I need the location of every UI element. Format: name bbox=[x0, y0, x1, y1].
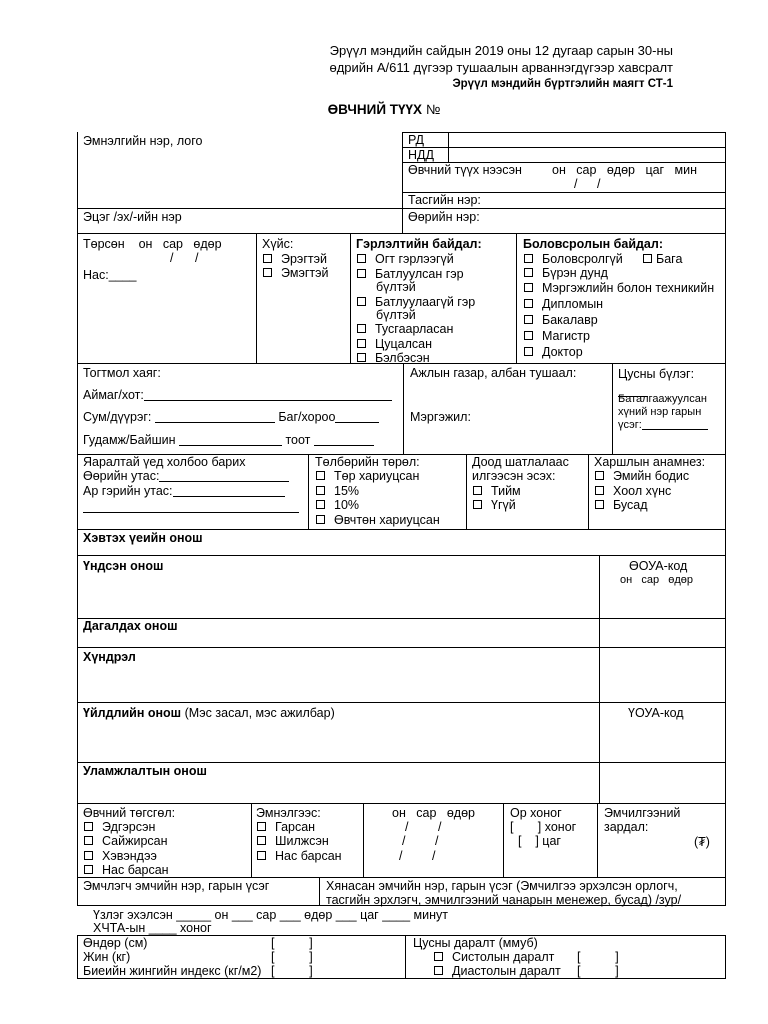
checkbox-icon bbox=[316, 486, 325, 495]
discharge-date-slashes-1: / / bbox=[405, 820, 442, 834]
referral-option-no[interactable]: Үгүй bbox=[473, 498, 516, 513]
own-phone-field[interactable]: Өөрийн утас: bbox=[83, 469, 289, 484]
education-option-vocational[interactable]: Мэргэжлийн болон техникийн bbox=[524, 281, 714, 296]
height-field[interactable]: [ ] bbox=[271, 936, 313, 950]
history-opened-date[interactable]: он сар өдөр цаг мин bbox=[552, 163, 698, 177]
bed-hours-field[interactable]: [ ] цаг bbox=[518, 834, 561, 848]
outcome-option-improved[interactable]: Сайжирсан bbox=[84, 834, 168, 849]
allergy-label: Харшлын анамнез: bbox=[594, 455, 706, 469]
checkbox-icon bbox=[84, 836, 93, 845]
systolic-label[interactable]: Систолын даралт bbox=[434, 950, 554, 965]
rd-field[interactable] bbox=[449, 133, 725, 147]
work-label: Ажлын газар, албан тушаал: bbox=[410, 366, 577, 380]
header-line-2: өдрийн А/611 дүгээр тушаалын арваннэгдүгээр хавсралт bbox=[329, 60, 673, 75]
ndd-field[interactable] bbox=[449, 148, 725, 162]
checkbox-icon bbox=[84, 822, 93, 831]
checkbox-icon bbox=[524, 315, 533, 324]
checkbox-icon bbox=[357, 269, 366, 278]
checkbox-icon bbox=[643, 254, 652, 263]
ndd-label: НДД bbox=[408, 148, 434, 162]
checkbox-icon bbox=[263, 268, 272, 277]
icd-date-parts: он сар өдөр bbox=[620, 574, 694, 586]
reviewer-signature-label-2: тасгийн эрхлэгч, эмчилгээний чанарын менежер, бусад) /зур/ bbox=[326, 893, 682, 907]
marital-option-registered-cont: бүлтэй bbox=[376, 280, 416, 294]
discharge-date-slashes-3: / / bbox=[399, 849, 436, 863]
checkbox-icon bbox=[595, 471, 604, 480]
age-field[interactable]: Нас:____ bbox=[83, 268, 137, 282]
icd-code-label: ӨОУА-код bbox=[629, 559, 688, 573]
marital-option-never[interactable]: Огт гэрлээгүй bbox=[357, 252, 454, 267]
rd-label: РД bbox=[408, 133, 424, 147]
education-option-diploma[interactable]: Дипломын bbox=[524, 297, 603, 312]
education-option-primary[interactable]: Бага bbox=[643, 252, 682, 267]
reviewer-signature-label-1: Хянасан эмчийн нэр, гарын үсэг (Эмчилгээ эрхэлсэн орлогч, bbox=[326, 879, 678, 893]
checkbox-icon bbox=[316, 515, 325, 524]
treatment-cost-label-2: зардал: bbox=[604, 820, 649, 834]
payment-option-state[interactable]: Төр хариуцсан bbox=[316, 469, 419, 484]
discharge-label: Эмнэлгээс: bbox=[256, 806, 321, 820]
father-name-label: Эцэг /эх/-ийн нэр bbox=[83, 210, 182, 224]
payment-option-10[interactable]: 10% bbox=[316, 498, 359, 513]
main-diagnosis-label: Үндсэн онош bbox=[83, 559, 164, 573]
birth-date-label[interactable]: Төрсөн он сар өдөр bbox=[83, 237, 222, 251]
blood-verify-line-2: хүний нэр гарын bbox=[618, 406, 702, 418]
checkbox-icon bbox=[357, 324, 366, 333]
referral-option-yes[interactable]: Тийм bbox=[473, 484, 521, 499]
allergy-option-food[interactable]: Хоол хүнс bbox=[595, 484, 671, 499]
ward-label: Тасгийн нэр: bbox=[408, 193, 481, 207]
education-option-bachelor[interactable]: Бакалавр bbox=[524, 313, 598, 328]
systolic-field[interactable]: [ ] bbox=[577, 950, 619, 964]
marital-option-unregistered-cont: бүлтэй bbox=[376, 308, 416, 322]
checkbox-icon bbox=[524, 299, 533, 308]
checkbox-icon bbox=[524, 254, 533, 263]
marital-option-widowed[interactable]: Бэлбэсэн bbox=[357, 351, 430, 366]
hospital-name-label: Эмнэлгийн нэр, лого bbox=[83, 134, 203, 148]
checkbox-icon bbox=[263, 254, 272, 263]
discharge-date-slashes-2: / / bbox=[402, 834, 439, 848]
hcta-days-field[interactable]: ХЧТА-ын ____ хоног bbox=[93, 921, 212, 935]
payment-type-label: Төлбөрийн төрөл: bbox=[315, 455, 420, 469]
admission-diagnosis-label: Хэвтэх үеийн онош bbox=[83, 531, 203, 545]
education-option-secondary[interactable]: Бүрэн дунд bbox=[524, 266, 608, 281]
diastolic-field[interactable]: [ ] bbox=[577, 964, 619, 978]
discharge-option-left[interactable]: Гарсан bbox=[257, 820, 315, 835]
gender-option-female[interactable]: Эмэгтэй bbox=[263, 266, 328, 281]
birth-date-slashes: / / bbox=[170, 251, 199, 265]
outcome-label: Өвчний төгсгөл: bbox=[83, 806, 176, 820]
checkbox-icon bbox=[595, 486, 604, 495]
gender-option-male[interactable]: Эрэгтэй bbox=[263, 252, 327, 267]
diastolic-label[interactable]: Диастолын даралт bbox=[434, 964, 561, 979]
aimag-field[interactable]: Аймаг/хот: bbox=[83, 388, 392, 403]
checkbox-icon bbox=[84, 851, 93, 860]
bmi-label: Биеийн жингийн индекс (кг/м2) bbox=[83, 964, 262, 978]
bed-days-field[interactable]: [ ] хоног bbox=[510, 820, 577, 834]
payment-option-15[interactable]: 15% bbox=[316, 484, 359, 499]
profession-label: Мэргэжил: bbox=[410, 410, 471, 424]
checkbox-icon bbox=[595, 500, 604, 509]
discharge-option-died[interactable]: Нас барсан bbox=[257, 849, 342, 864]
marital-option-divorced[interactable]: Цуцалсан bbox=[357, 337, 432, 352]
exam-start-field[interactable]: Үзлэг эхэлсэн _____ он ___ сар ___ өдөр ___ цаг ____ минут bbox=[93, 908, 448, 922]
discharge-date-parts: он сар өдөр bbox=[392, 806, 475, 820]
marital-status-label: Гэрлэлтийн байдал: bbox=[356, 237, 482, 251]
header-line-1: Эрүүл мэндийн сайдын 2019 оны 12 дугаар сарын 30-ны bbox=[329, 43, 673, 58]
checkbox-icon bbox=[84, 865, 93, 874]
header-form-code: Эрүүл мэндийн бүртгэлийн маягт СТ-1 bbox=[452, 78, 673, 90]
treatment-cost-label-1: Эмчилгээний bbox=[604, 806, 681, 820]
checkbox-icon bbox=[434, 966, 443, 975]
sum-field[interactable]: Сум/дүүрэг: Баг/хороо bbox=[83, 410, 379, 425]
history-date-slashes: / / bbox=[574, 177, 601, 191]
checkbox-icon bbox=[357, 353, 366, 362]
payment-option-patient[interactable]: Өвчтөн хариуцсан bbox=[316, 513, 440, 528]
education-option-master[interactable]: Магистр bbox=[524, 329, 590, 344]
blood-type-label: Цусны бүлэг: bbox=[618, 367, 695, 381]
discharge-option-transferred[interactable]: Шилжсэн bbox=[257, 834, 329, 849]
allergy-option-other[interactable]: Бусад bbox=[595, 498, 648, 513]
physician-signature-label: Эмчлэгч эмчийн нэр, гарын үсэг bbox=[83, 879, 270, 893]
checkbox-icon bbox=[524, 331, 533, 340]
history-opened-label: Өвчний түүх нээсэн bbox=[408, 163, 522, 177]
address-label: Тогтмол хаяг: bbox=[83, 366, 161, 380]
procedure-code-label: ҮОУА-код bbox=[628, 706, 684, 720]
blood-verify-line-1: Баталгаажуулсан bbox=[618, 393, 707, 405]
checkbox-icon bbox=[357, 254, 366, 263]
checkbox-icon bbox=[524, 347, 533, 356]
outcome-option-died[interactable]: Нас барсан bbox=[84, 863, 169, 878]
complication-label: Хүндрэл bbox=[83, 650, 136, 664]
marital-option-unregistered[interactable]: Батлуулаагүй гэр bbox=[357, 295, 475, 310]
page-title: ӨВЧНИЙ ТҮҮХ № bbox=[327, 102, 441, 117]
bmi-field[interactable]: [ ] bbox=[271, 964, 313, 978]
education-option-doctor[interactable]: Доктор bbox=[524, 345, 583, 360]
transfer-diagnosis-label: Уламжлалтын онош bbox=[83, 764, 207, 778]
home-phone-field[interactable]: Ар гэрийн утас: bbox=[83, 484, 285, 499]
checkbox-icon bbox=[257, 851, 266, 860]
bed-days-label: Ор хоног bbox=[510, 806, 562, 820]
checkbox-icon bbox=[434, 952, 443, 961]
checkbox-icon bbox=[524, 283, 533, 292]
referral-label-2: илгээсэн эсэх: bbox=[472, 469, 556, 483]
education-option-none[interactable]: Боловсролгүй bbox=[524, 252, 623, 267]
blood-pressure-label: Цусны даралт (ммуб) bbox=[413, 936, 538, 950]
emergency-contact-label: Яаралтай үед холбоо барих bbox=[83, 455, 246, 469]
allergy-option-drug[interactable]: Эмийн бодис bbox=[595, 469, 689, 484]
checkbox-icon bbox=[257, 822, 266, 831]
marital-option-registered[interactable]: Батлуулсан гэр bbox=[357, 267, 464, 282]
marital-option-separated[interactable]: Тусгаарласан bbox=[357, 322, 453, 337]
education-label: Боловсролын байдал: bbox=[523, 237, 663, 251]
weight-field[interactable]: [ ] bbox=[271, 950, 313, 964]
checkbox-icon bbox=[357, 297, 366, 306]
currency-label: (₮) bbox=[694, 835, 710, 849]
checkbox-icon bbox=[473, 500, 482, 509]
checkbox-icon bbox=[473, 486, 482, 495]
checkbox-icon bbox=[316, 471, 325, 480]
height-label: Өндөр (см) bbox=[83, 936, 148, 950]
street-field[interactable]: Гудамж/Байшин тоот bbox=[83, 433, 374, 448]
weight-label: Жин (кг) bbox=[83, 950, 131, 964]
blood-verify-signature[interactable]: үсэг: bbox=[618, 419, 708, 431]
gender-label: Хүйс: bbox=[262, 237, 294, 251]
procedure-diagnosis-label: Үйлдлийн онош (Мэс засал, мэс ажилбар) bbox=[83, 706, 335, 720]
own-name-label: Өөрийн нэр: bbox=[408, 210, 480, 224]
referral-label-1: Доод шатлалаас bbox=[472, 455, 569, 469]
outcome-option-unchanged[interactable]: Хэвэндээ bbox=[84, 849, 157, 864]
checkbox-icon bbox=[524, 268, 533, 277]
checkbox-icon bbox=[257, 836, 266, 845]
checkbox-icon bbox=[316, 500, 325, 509]
outcome-option-recovered[interactable]: Эдгэрсэн bbox=[84, 820, 155, 835]
secondary-diagnosis-label: Дагалдах онош bbox=[83, 619, 178, 633]
checkbox-icon bbox=[357, 339, 366, 348]
